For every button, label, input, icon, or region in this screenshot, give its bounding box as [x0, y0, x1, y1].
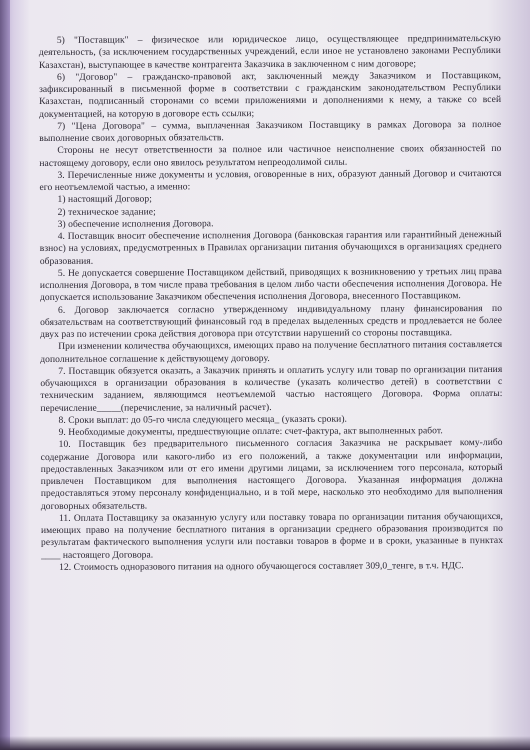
paragraph-10-confidentiality: 10. Поставщик без предварительного письменного согласия Заказчика не раскрывает кому-либо содержание Договора или какого-либо из его положений, а также документации или информации, предоставленных Заказчиком или от его имени другими лицами, за исключением того персонала, который привлечен Поставщиком для выполнения настоящего Договора. Указанная информация должна предоставляться этому персоналу конфиденциально, и в той мере, насколько это необходимо для выполнения договорных обязательств.: [40, 437, 503, 512]
paragraph-5-third-parties: 5. Не допускается совершение Поставщиком действий, приводящих к возникновению у третьих лиц права исполнения Договора, в том числе права требования в целом либо части обеспечения исполнения Договора. Не допускается использование Заказчиком обеспечения исполнения Договора, внесенного Поставщиком.: [39, 265, 502, 304]
paragraph-6-contract-definition: 6) "Договор" – гражданско-правовой акт, заключенный между Заказчиком и Поставщиком, зафиксированный в письменной форме в соответствии с гражданским законодательством Республики Казахстан, подписанный сторонами со всеми приложениями и дополнениями к нему, а также со всей документацией, на которую в договоре есть ссылки;: [39, 69, 502, 120]
paragraph-force-majeure: Стороны не несут ответственности за полное или частичное неисполнение своих обязанностей по настоящему договору, если оно явилось результатом непреодолимой силы.: [39, 143, 502, 169]
scan-bottom-edge: [0, 736, 530, 750]
paragraph-6-financing-plan: 6. Договор заключается согласно утвержденному индивидуальному плану финансирования по обязательствам на соответствующий финансовый год в пределах выделенных средств и продлевается не более двух раз по истечении срока действия договора при отсутствии нарушений со стороны поставщика.: [40, 302, 503, 341]
list-item-technical-spec: 2) техническое задание;: [57, 206, 156, 218]
scan-left-edge: [0, 0, 10, 750]
list-item-performance-security: 3) обеспечение исполнения Договора.: [57, 218, 214, 230]
paragraph-8-payment-terms: 8. Сроки выплат: до 05-го числа следующего месяца_ (указать сроки).: [58, 413, 347, 426]
paragraph-7-obligations: 7. Поставщик обязуется оказать, а Заказчик принять и оплатить услугу или товар по организации питания обучающихся в организации образования в количестве (указать количество детей) в соответствии с техническим заданием, являющимся неотъемлемой частью настоящего Договора. Форма оплаты: перечисление_____(перечисление, за наличный расчет).: [40, 363, 503, 414]
contract-text: [39, 33, 503, 574]
paragraph-12-meal-cost: 12. Стоимость одноразового питания на одного обучающегося составляет 309,0_тенге, в т.ч. НДС.: [59, 559, 464, 573]
paragraph-5-supplier-definition: 5) "Поставщик" – физическое или юридическое лицо, осуществляющее предпринимательскую деятельность, (за исключением государственных учреждений, если иное не установлено законами Республики Казахстан), выступающее в качестве контрагента Заказчика в заключенном с ним договоре;: [38, 32, 501, 71]
paragraph-11-payment: 11. Оплата Поставщику за оказанную услугу или поставку товара по организации питания обучающихся, имеющих право на получение бесплатного питания в организации среднего образования производится по результатам фактического выполнения услуги или поставки товаров в форме и в сроки, указанные в пунктах ____ настоящего Договора.: [40, 510, 504, 561]
paragraph-7-contract-price-definition: 7) "Цена Договора" – сумма, выплаченная Заказчиком Поставщику в рамках Договора за полное выполнение своих договорных обязательств.: [39, 118, 502, 145]
paragraph-student-count-change: При изменении количества обучающихся, имеющих право на получение бесплатного питания составляется дополнительное соглашение к действующему договору.: [40, 339, 503, 365]
list-item-contract: 1) настоящий Договор;: [57, 193, 152, 206]
paragraph-4-security: 4. Поставщик вносит обеспечение исполнения Договора (банковская гарантия или гарантийный денежный взнос) на условиях, предусмотренных в Правилах организации питания обучающихся в организациях среднего образования.: [39, 228, 502, 267]
paragraph-3-documents: 3. Перечисленные ниже документы и условия, оговоренные в них, образуют данный Договор и считаются его неотъемлемой частью, а именно:: [39, 167, 502, 194]
paragraph-9-documents: 9. Необходимые документы, предшествующие оплате: счет-фактура, акт выполненных работ.: [58, 425, 443, 438]
